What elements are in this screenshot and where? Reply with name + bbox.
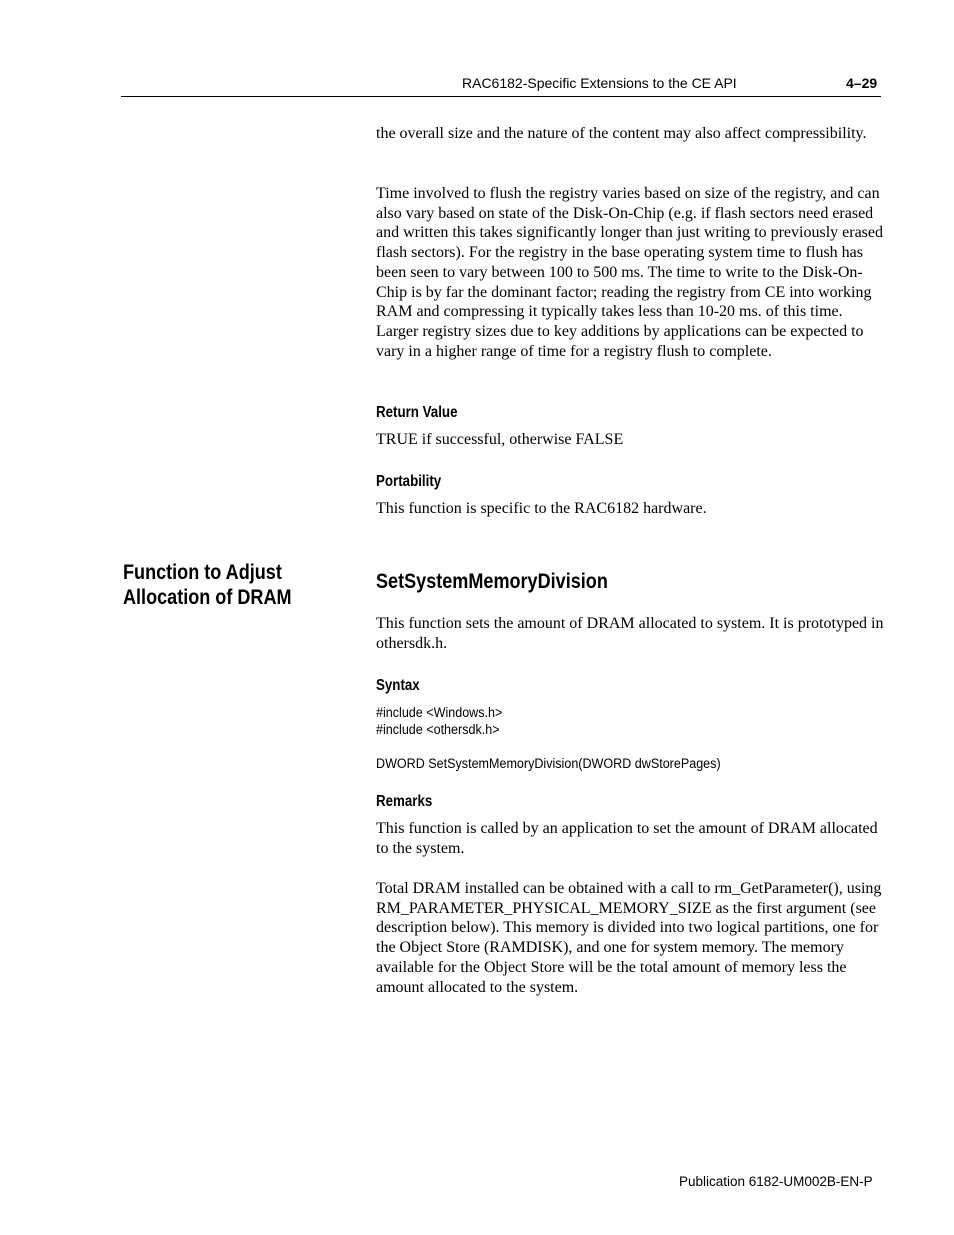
return-value-heading: Return Value (376, 404, 458, 421)
return-value-text: TRUE if successful, otherwise FALSE (376, 431, 624, 448)
paragraph-flush-time: Time involved to flush the registry varies based on size of the registry, and can also vary based on state of the Disk-On-Chip (e.g. if flash sectors need erased and written this takes significantly longer than just writing to previously erased flash sectors). For the registry in the base operating system time to flush has been seen to vary between 100 to 500 ms. The time to write to the Disk-On-Chip is by far the dominant factor; reading the registry from CE into working RAM and compressing it typically takes less than 10-20 ms. of this time. Larger registry sizes due to key additions by applications can be expected to vary in a higher range of time for a registry flush to complete. (376, 185, 884, 360)
function-name-heading: SetSystemMemoryDivision (376, 570, 608, 593)
remarks-paragraph-1: This function is called by an application to set the amount of DRAM allocated to the system. (376, 820, 878, 857)
syntax-heading: Syntax (376, 677, 420, 694)
remarks-heading: Remarks (376, 793, 433, 810)
function-description: This function sets the amount of DRAM allocated to system. It is prototyped in othersdk.h. (376, 615, 884, 652)
code-function-signature: DWORD SetSystemMemoryDivision(DWORD dwStorePages) (376, 756, 721, 771)
portability-text: This function is specific to the RAC6182 hardware. (376, 500, 707, 517)
page-number: 4–29 (846, 75, 878, 91)
header-rule (121, 96, 881, 97)
code-include-othersdk: #include <othersdk.h> (376, 722, 500, 737)
code-include-windows: #include <Windows.h> (376, 705, 503, 720)
paragraph-compressibility: the overall size and the nature of the content may also affect compressibility. (376, 125, 867, 142)
side-title-line: Allocation of DRAM (123, 586, 292, 609)
side-title-line: Function to Adjust (123, 561, 282, 584)
section-side-title (123, 560, 292, 610)
running-header-title: RAC6182-Specific Extensions to the CE API (462, 75, 737, 91)
publication-footer: Publication 6182-UM002B-EN-P (679, 1174, 873, 1189)
portability-heading: Portability (376, 473, 442, 490)
remarks-paragraph-2: Total DRAM installed can be obtained with a call to rm_GetParameter(), using RM_PARAMETER_PHYSICAL_MEMORY_SIZE as the first argument (see description below). This memory is divided into two logical partitions, one for the Object Store (RAMDISK), and one for system memory. The memory available for the Object Store will be the total amount of memory less the amount allocated to the system. (376, 880, 882, 996)
